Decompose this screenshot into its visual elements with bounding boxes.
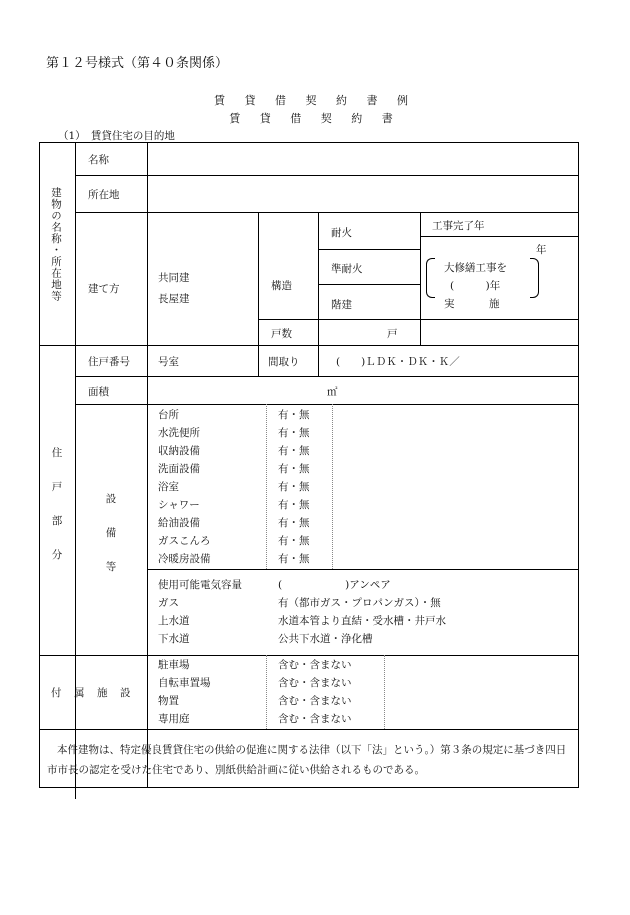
equipment-air-conditioning-value[interactable]: 有・無 xyxy=(278,553,310,565)
renovation-text-2: ( )年 xyxy=(450,280,501,292)
equipment-gas-stove: ガスこんろ xyxy=(158,535,211,547)
facility-parking-value[interactable]: 含む・含まない xyxy=(278,659,352,671)
layout-label: 間取り xyxy=(268,356,300,368)
equipment-toilet: 水洗便所 xyxy=(158,427,200,439)
equipment-char-3: 等 xyxy=(105,561,117,573)
equipment-shower-value[interactable]: 有・無 xyxy=(278,499,310,511)
units-unit: 戸 xyxy=(387,328,398,340)
equipment-char-2: 備 xyxy=(105,527,117,539)
certification-note: 本件建物は、特定優良賃貸住宅の供給の促進に関する法律（以下「法」という。）第３条の規定に基づき四日市市長の認定を受けた住宅であり、別紙供給計画に従い供給されるものである。 xyxy=(47,744,567,776)
facility-private-garden-value[interactable]: 含む・含まない xyxy=(278,713,352,725)
structure-option-floors[interactable]: 階建 xyxy=(331,299,352,311)
facility-parking: 駐車場 xyxy=(158,659,190,671)
facility-storage-shed-value[interactable]: 含む・含まない xyxy=(278,695,352,707)
name-label: 名称 xyxy=(88,154,109,166)
building-group-label: 建物の名称・所在地等 xyxy=(50,187,62,302)
utility-water-supply-value[interactable]: 水道本管より直結・受水槽・井戸水 xyxy=(278,615,446,627)
facility-private-garden: 専用庭 xyxy=(158,713,190,725)
equipment-washroom-value[interactable]: 有・無 xyxy=(278,463,310,475)
dwelling-group-char-2: 戸 xyxy=(51,481,63,493)
utility-water-supply: 上水道 xyxy=(158,615,190,627)
facilities-label-4: 設 xyxy=(120,687,131,699)
section-heading: （1） 賃貸住宅の目的地 xyxy=(58,130,175,142)
equipment-water-heater: 給油設備 xyxy=(158,517,200,529)
dwelling-group-char-3: 部 xyxy=(51,515,63,527)
renovation-text-3a: 実 xyxy=(444,298,455,310)
equipment-char-1: 設 xyxy=(105,493,117,505)
name-value[interactable] xyxy=(152,147,572,171)
renovation-text-1: 大修繕工事を xyxy=(444,262,507,274)
document-title: 賃 貸 借 契 約 書 xyxy=(229,112,401,125)
address-value[interactable] xyxy=(152,181,572,207)
contract-table xyxy=(39,142,579,788)
completion-year-unit: 年 xyxy=(536,244,547,256)
equipment-water-heater-value[interactable]: 有・無 xyxy=(278,517,310,529)
equipment-gas-stove-value[interactable]: 有・無 xyxy=(278,535,310,547)
facility-bicycle-parking-value[interactable]: 含む・含まない xyxy=(278,677,352,689)
equipment-toilet-value[interactable]: 有・無 xyxy=(278,427,310,439)
utility-electric-capacity-value[interactable]: ( )アンペア xyxy=(278,579,391,591)
utility-sewer: 下水道 xyxy=(158,633,190,645)
facility-bicycle-parking: 自転車置場 xyxy=(158,677,211,689)
build-type-label: 建て方 xyxy=(88,283,120,295)
renovation-bracket-right xyxy=(530,258,539,298)
form-number: 第１２号様式（第４０条関係） xyxy=(46,56,229,71)
unit-number-unit: 号室 xyxy=(158,356,179,368)
structure-option-fireproof[interactable]: 耐火 xyxy=(331,227,352,239)
completion-label: 工事完了年 xyxy=(432,220,485,232)
dwelling-group-char-1: 住 xyxy=(51,447,63,459)
facilities-label-3: 施 xyxy=(97,687,108,699)
structure-option-semi-fireproof[interactable]: 準耐火 xyxy=(331,263,363,275)
equipment-storage-value[interactable]: 有・無 xyxy=(278,445,310,457)
structure-label: 構造 xyxy=(271,280,292,292)
units-label: 戸数 xyxy=(271,328,292,340)
utility-sewer-value[interactable]: 公共下水道・浄化槽 xyxy=(278,633,373,645)
unit-number-label: 住戸番号 xyxy=(88,356,130,368)
build-type-option-1[interactable]: 共同建 xyxy=(158,272,190,284)
facilities-label-2: 属 xyxy=(74,687,85,699)
utility-gas-value[interactable]: 有（都市ガス・プロパンガス）・無 xyxy=(278,597,441,609)
address-label: 所在地 xyxy=(88,189,120,201)
utility-electric-capacity: 使用可能電気容量 xyxy=(158,579,242,591)
area-unit: ㎡ xyxy=(327,386,338,398)
facilities-label-1: 付 xyxy=(51,687,62,699)
dwelling-group-char-4: 分 xyxy=(51,549,63,561)
equipment-shower: シャワー xyxy=(158,499,200,511)
area-label: 面積 xyxy=(88,386,109,398)
equipment-air-conditioning: 冷暖房設備 xyxy=(158,553,211,565)
build-type-option-2[interactable]: 長屋建 xyxy=(158,293,190,305)
renovation-text-3b: 施 xyxy=(489,298,500,310)
equipment-kitchen: 台所 xyxy=(158,409,179,421)
equipment-bath: 浴室 xyxy=(158,481,179,493)
utility-gas: ガス xyxy=(158,597,179,609)
renovation-bracket-left xyxy=(426,258,435,298)
equipment-kitchen-value[interactable]: 有・無 xyxy=(278,409,310,421)
layout-value[interactable]: ( )ＬＤＫ・ＤＫ・Ｋ／ xyxy=(336,356,460,368)
equipment-bath-value[interactable]: 有・無 xyxy=(278,481,310,493)
equipment-storage: 収納設備 xyxy=(158,445,200,457)
document-title-example: 賃 貸 借 契 約 書 例 xyxy=(214,94,416,107)
facility-storage-shed: 物置 xyxy=(158,695,179,707)
equipment-washroom: 洗面設備 xyxy=(158,463,200,475)
